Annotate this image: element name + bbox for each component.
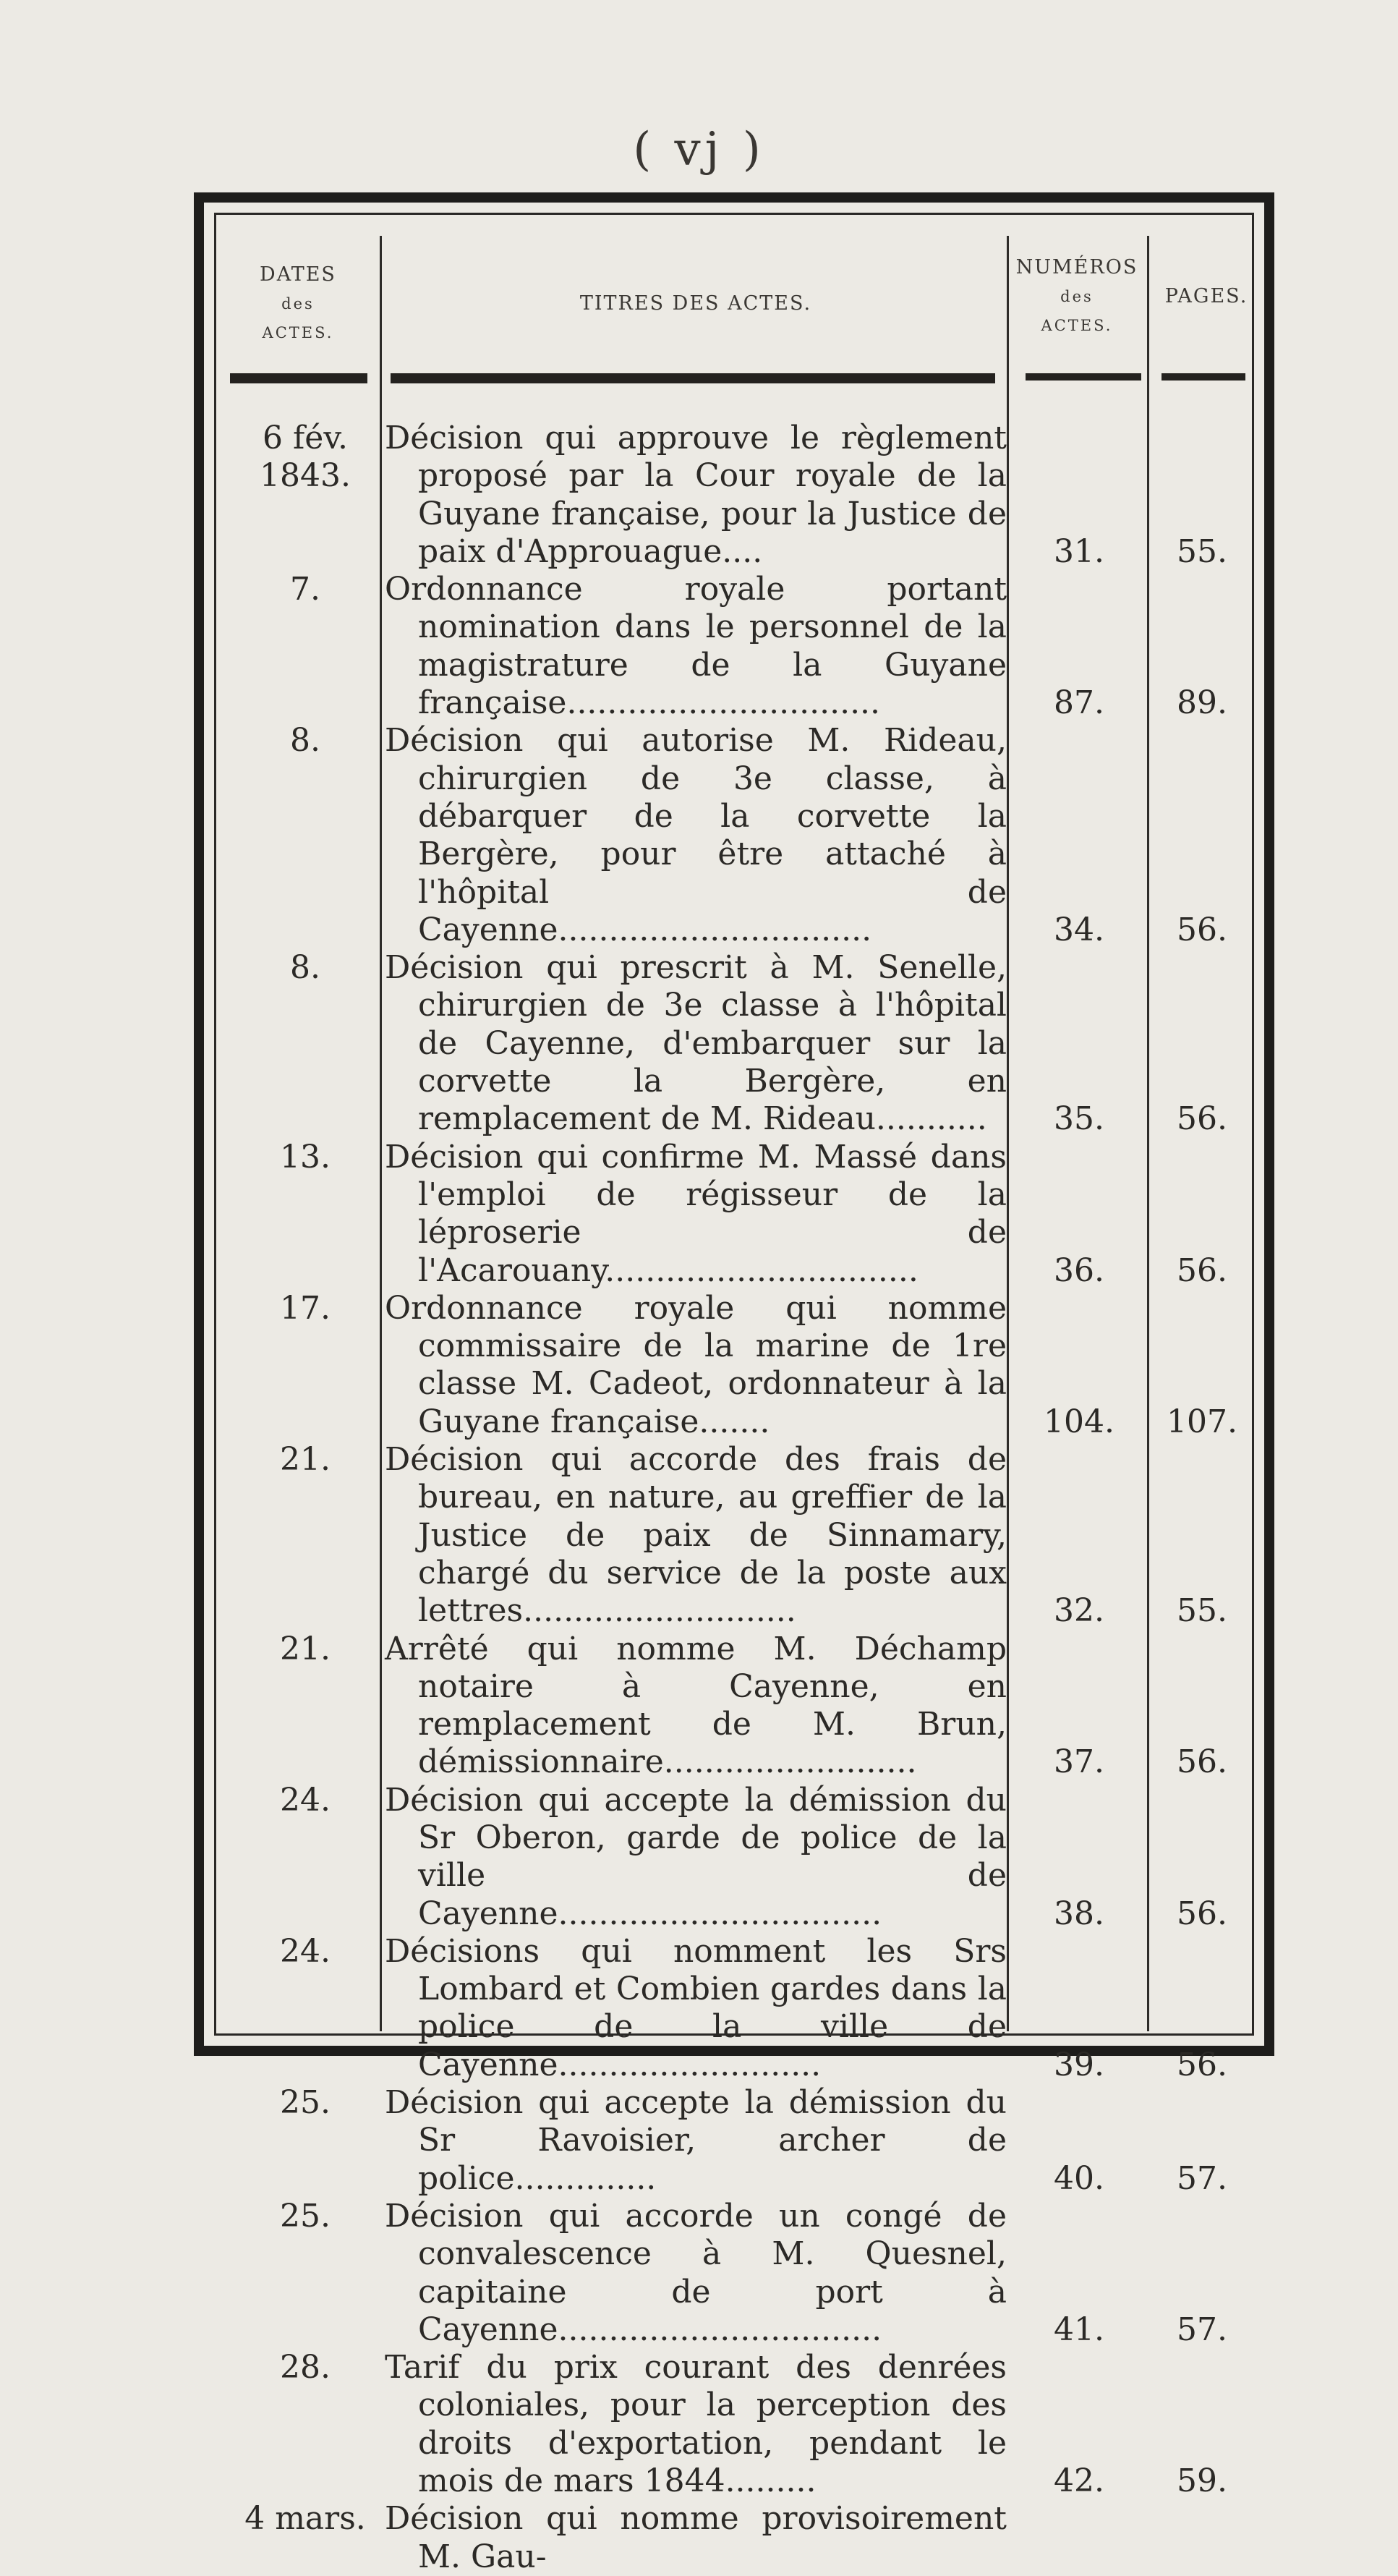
row-page-number: 55. [1177, 532, 1227, 570]
row-page-number: 56. [1177, 1100, 1227, 1138]
row-title: Décision qui accorde un congé de convalescence à M. Quesnel, capitaine de port à Cayenne................................ [385, 2197, 1007, 2348]
row-date: 4 mars. [244, 2500, 366, 2538]
row-date: 28. [280, 2349, 331, 2386]
row-date: 25. [280, 2084, 331, 2122]
row-act-number: 31. [1054, 532, 1104, 570]
header-numeros [1008, 253, 1146, 340]
table-row [204, 420, 1264, 571]
table-row [204, 2500, 1264, 2576]
row-page-number: 56. [1177, 1251, 1227, 1289]
row-act-number: 87. [1054, 684, 1104, 722]
row-page-number: 56. [1177, 1895, 1227, 1932]
row-title: Ordonnance royale qui nomme commissaire de la marine de 1re classe M. Cadeot, ordonnateur à la Guyane française....... [385, 1289, 1007, 1440]
row-page-number: 57. [1177, 2159, 1227, 2197]
row-act-number: 41. [1054, 2311, 1104, 2348]
table-row [204, 2349, 1264, 2500]
header-dates-line3: ACTES. [262, 324, 334, 341]
row-date: 8. [290, 949, 320, 987]
row-act-number: 35. [1054, 1100, 1104, 1138]
table-body [204, 420, 1264, 2576]
row-act-number: 34. [1054, 911, 1104, 948]
row-title: Décision qui confirme M. Massé dans l'emploi de régisseur de la léproserie de l'Acarouany............................... [385, 1138, 1007, 1289]
header-numeros-line1: NUMÉROS [1015, 256, 1138, 279]
row-page-number: 89. [1177, 684, 1227, 722]
row-act-number: 39. [1054, 2046, 1104, 2083]
row-title: Décision qui accorde des frais de bureau, en nature, au greffier de la Justice de paix de Sinnamary, chargé du service de la poste aux lettres........................... [385, 1441, 1007, 1630]
table-row [204, 1933, 1264, 2084]
table-row [204, 1441, 1264, 1630]
row-title: Décision qui approuve le règlement proposé par la Cour royale de la Guyane française, pour la Justice de paix d'Approuague.... [385, 420, 1007, 570]
header-rule-dates [230, 373, 367, 383]
row-act-number: 32. [1054, 1592, 1104, 1630]
row-date: 24. [280, 1781, 331, 1819]
header-rule-pages [1162, 373, 1245, 381]
header-numeros-line2: des [1060, 288, 1094, 305]
table-frame [194, 192, 1274, 2575]
row-title: Tarif du prix courant des denrées coloniales, pour la perception des droits d'exportation, pendant le mois de mars 1844......... [385, 2349, 1007, 2500]
row-page-number: 56. [1177, 1743, 1227, 1781]
row-act-number: 38. [1054, 1895, 1104, 1932]
row-date: 21. [280, 1630, 331, 1667]
table-row [204, 1782, 1264, 1933]
row-page-number: 56. [1177, 2046, 1227, 2083]
page-number: ( vj ) [633, 123, 765, 177]
row-act-number: 42. [1054, 2462, 1104, 2500]
row-page-number: 107. [1167, 1403, 1237, 1440]
row-title: Décision qui nomme provisoirement M. Gau- [385, 2500, 1007, 2575]
row-title: Arrêté qui nomme M. Déchamp notaire à Cayenne, en remplacement de M. Brun, démissionnaire......................... [385, 1630, 1007, 1781]
row-date: 21. [280, 1441, 331, 1479]
table-row [204, 2084, 1264, 2198]
row-title: Ordonnance royale portant nomination dans le personnel de la magistrature de la Guyane française............................... [385, 571, 1007, 722]
row-act-number: 37. [1054, 1743, 1104, 1781]
row-title: Décision qui accepte la démission du Sr Ravoisier, archer de police.............. [385, 2084, 1007, 2197]
row-title: Décision qui accepte la démission du Sr Oberon, garde de police de la ville de Cayenne................................ [385, 1781, 1007, 1932]
table-row [204, 571, 1264, 722]
row-title: Décisions qui nomment les Srs Lombard et Combien gardes dans la police de la ville de Cayenne.......................... [385, 1932, 1007, 2083]
table-row [204, 1139, 1264, 1290]
row-date: 6 fév. 1843. [260, 420, 351, 495]
header-pages: PAGES. [1164, 285, 1248, 307]
header-dates-line2: des [281, 295, 315, 313]
row-date: 25. [280, 2197, 331, 2235]
row-date: 7. [290, 571, 320, 608]
row-title: Décision qui autorise M. Rideau, chirurgien de 3e classe, à débarquer de la corvette la Bergère, pour être attaché à l'hôpital de Cayenne............................... [385, 722, 1007, 948]
table-row [204, 949, 1264, 1138]
row-date: 17. [280, 1289, 331, 1327]
row-act-number: 36. [1054, 1251, 1104, 1289]
table-row [204, 2198, 1264, 2349]
row-date: 24. [280, 1932, 331, 1970]
header-dates [218, 260, 378, 347]
header-dates-line1: DATES [260, 263, 336, 286]
row-page-number: 56. [1177, 911, 1227, 948]
table-row [204, 1631, 1264, 1782]
row-page-number: 59. [1177, 2462, 1227, 2500]
header-rule-numeros [1026, 373, 1141, 381]
header-titles: TITRES DES ACTES. [579, 292, 812, 315]
table-row [204, 722, 1264, 949]
header-rule-titles [391, 373, 995, 383]
row-date: 13. [280, 1138, 331, 1176]
row-act-number: 104. [1044, 1403, 1114, 1440]
table-row [204, 1290, 1264, 1441]
row-title: Décision qui prescrit à M. Senelle, chirurgien de 3e classe à l'hôpital de Cayenne, d'embarquer sur la corvette la Bergère, en remplacement de M. Rideau........... [385, 949, 1007, 1138]
row-page-number: 55. [1177, 1592, 1227, 1630]
header-numeros-line3: ACTES. [1041, 317, 1113, 334]
row-date: 8. [290, 722, 320, 760]
table-header [204, 231, 1264, 376]
row-act-number: 40. [1054, 2159, 1104, 2197]
row-page-number: 57. [1177, 2311, 1227, 2348]
